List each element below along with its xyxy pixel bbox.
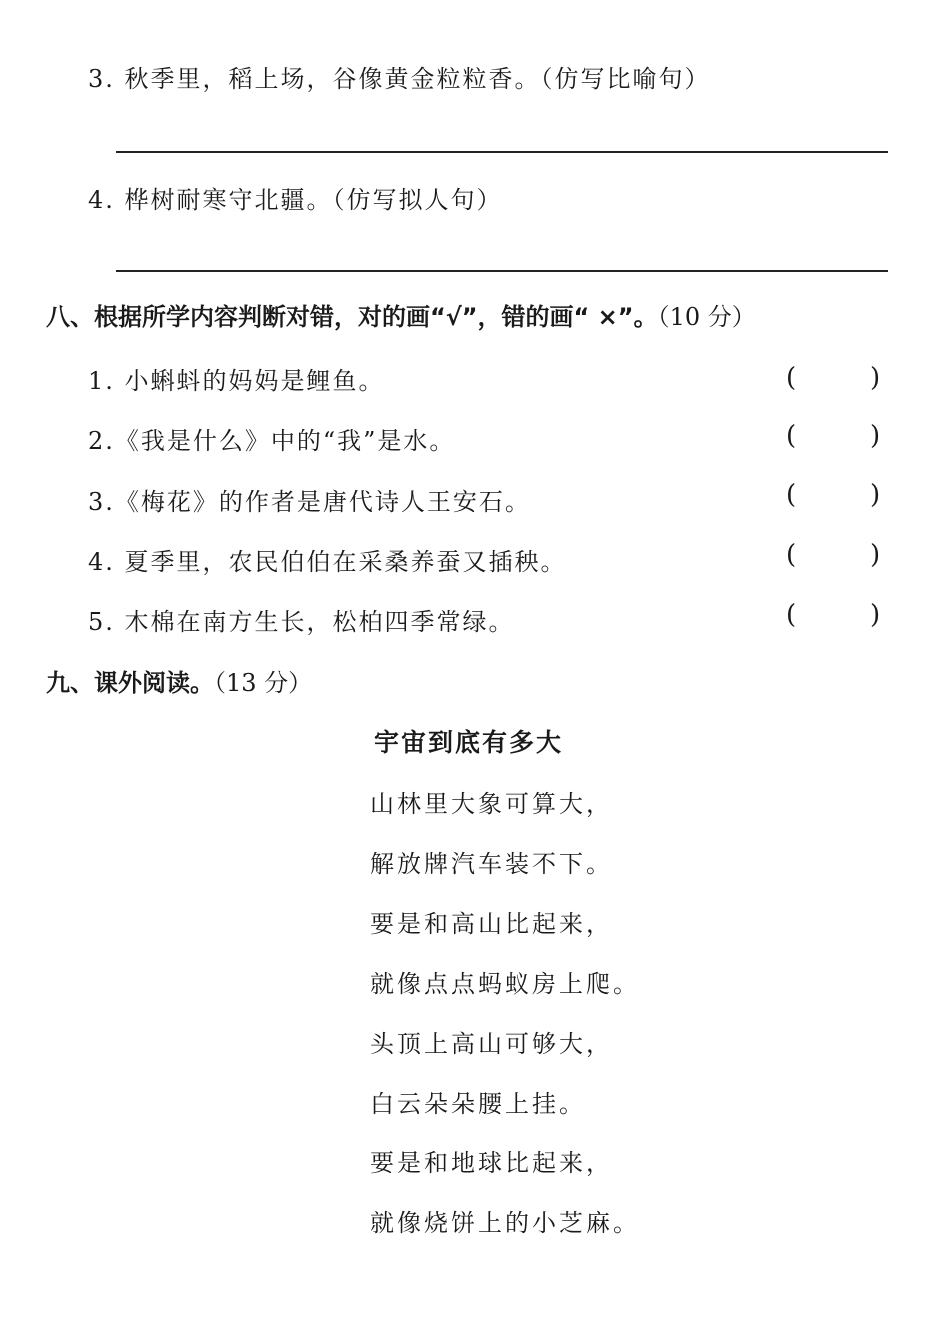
- poem-line: 白云朵朵腰上挂。: [370, 1090, 586, 1118]
- answer-paren-close-2[interactable]: ): [870, 421, 881, 451]
- judge-item-1: 1. 小蝌蚪的妈妈是鲤鱼。: [88, 367, 385, 395]
- judge-item-3: 3.《梅花》的作者是唐代诗人王安石。: [88, 488, 531, 516]
- section-9-heading: [46, 668, 312, 698]
- answer-paren-open-4[interactable]: (: [786, 540, 797, 570]
- poem-line: 要是和高山比起来，: [370, 910, 613, 938]
- section-9-score: （13 分）: [214, 669, 313, 697]
- answer-paren-open-3[interactable]: (: [786, 480, 797, 510]
- poem-line: 就像烧饼上的小芝麻。: [370, 1209, 640, 1237]
- poem-title: 宇宙到底有多大: [374, 728, 564, 757]
- answer-line-4[interactable]: [116, 270, 888, 272]
- answer-paren-close-3[interactable]: ): [870, 480, 881, 510]
- judge-item-5: 5. 木棉在南方生长，松柏四季常绿。: [88, 608, 515, 636]
- poem-line: 要是和地球比起来，: [370, 1149, 613, 1177]
- section-9-title: 九、课外阅读。: [46, 669, 214, 697]
- section-8-heading: [46, 302, 756, 332]
- section-8-score: （10 分）: [657, 303, 756, 331]
- rewrite-item-4: 4. 桦树耐寒守北疆。（仿写拟人句）: [88, 186, 503, 214]
- section-8-title: 八、根据所学内容判断对错，对的画“√”，错的画“ ×”。: [46, 303, 658, 331]
- answer-paren-close-5[interactable]: ): [870, 600, 881, 630]
- judge-item-2: 2.《我是什么》中的“我”是水。: [88, 427, 456, 455]
- rewrite-item-3: 3. 秋季里，稻上场，谷像黄金粒粒香。（仿写比喻句）: [88, 65, 711, 93]
- answer-paren-close-1[interactable]: ): [870, 363, 881, 393]
- poem-line: 山林里大象可算大，: [370, 790, 613, 818]
- answer-paren-open-5[interactable]: (: [786, 600, 797, 630]
- poem-line: 头顶上高山可够大，: [370, 1030, 613, 1058]
- answer-paren-open-2[interactable]: (: [786, 421, 797, 451]
- answer-paren-open-1[interactable]: (: [786, 363, 797, 393]
- poem-line: 解放牌汽车装不下。: [370, 850, 613, 878]
- answer-line-3[interactable]: [116, 151, 888, 153]
- answer-paren-close-4[interactable]: ): [870, 540, 881, 570]
- judge-item-4: 4. 夏季里，农民伯伯在采桑养蚕又插秧。: [88, 548, 567, 576]
- poem-line: 就像点点蚂蚁房上爬。: [370, 970, 640, 998]
